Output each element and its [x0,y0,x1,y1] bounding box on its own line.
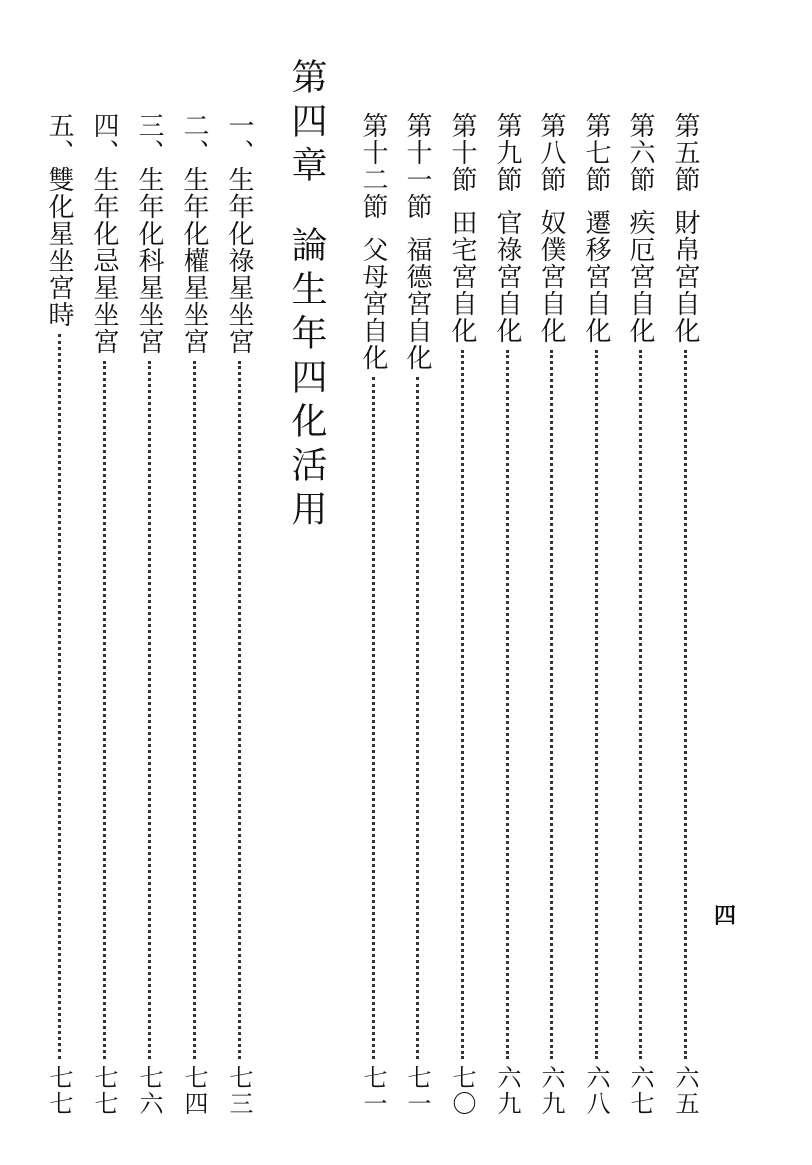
page-ref: 六八 [582,1065,610,1117]
section-title: 田宅宮自化 [447,209,477,344]
entry-label [449,112,475,344]
toc-entry-section-11[interactable] [397,112,437,1117]
dot-leader [372,377,375,1059]
section-label: 第十一節 [402,112,432,220]
toc-entry-item-5[interactable] [39,112,79,1117]
section-title: 疾厄宮自化 [625,209,655,344]
entry-label [404,112,430,371]
dot-leader [148,361,151,1059]
page-ref: 七七 [90,1065,118,1117]
page-ref: 七四 [180,1065,208,1117]
toc-entry-section-7[interactable] [576,112,616,1117]
section-title: 財帛宮自化 [670,209,700,344]
page-ref: 七一 [403,1065,431,1117]
toc-entry-section-10[interactable] [442,112,482,1117]
section-title: 奴僕宮自化 [536,209,566,344]
page-ref: 六九 [493,1065,521,1117]
entry-label [672,112,698,344]
toc-entry-section-9[interactable] [487,112,527,1117]
dot-leader [238,361,241,1059]
dot-leader [416,377,419,1059]
toc-entry-item-2[interactable] [174,112,214,1117]
toc-entry-item-1[interactable] [219,112,259,1117]
toc-entry-section-5[interactable] [665,112,705,1117]
entry-label: 一、生年化祿星坐宮 [224,112,254,355]
dot-leader [684,350,687,1059]
section-label: 第五節 [670,112,700,193]
page-ref: 七〇 [448,1065,476,1117]
entry-label [538,112,564,344]
entry-label [583,112,609,344]
chapter-label: 第四章 [286,58,327,190]
chapter-title: 論生年四化活用 [286,226,327,534]
dot-leader [595,350,598,1059]
toc-entry-section-8[interactable] [531,112,571,1117]
section-label: 第六節 [625,112,655,193]
dot-leader [58,334,61,1059]
toc-entry-section-12[interactable] [353,112,393,1117]
entry-label: 五、雙化星坐宮時 [44,112,74,328]
entry-label: 四、生年化忌星坐宮 [89,112,119,355]
section-title: 官祿宮自化 [492,209,522,344]
entry-label [360,112,386,371]
page-ref: 六九 [537,1065,565,1117]
section-title: 遷移宮自化 [581,209,611,344]
section-label: 第九節 [492,112,522,193]
dot-leader [550,350,553,1059]
page-ref: 七一 [359,1065,387,1117]
page-ref: 七七 [45,1065,73,1117]
dot-leader [193,361,196,1059]
section-title: 福德宮自化 [402,236,432,371]
section-label: 第七節 [581,112,611,193]
dot-leader [103,361,106,1059]
toc-entry-item-3[interactable] [129,112,169,1117]
section-title: 父母宮自化 [358,236,388,371]
dot-leader [461,350,464,1059]
section-label: 第八節 [536,112,566,193]
toc-entry-section-6[interactable] [620,112,660,1117]
dot-leader [506,350,509,1059]
page-ref: 六七 [626,1065,654,1117]
page-ref: 七三 [225,1065,253,1117]
dot-leader [639,350,642,1059]
page-ref: 七六 [135,1065,163,1117]
chapter-heading[interactable] [276,58,327,534]
entry-label: 三、生年化科星坐宮 [134,112,164,355]
entry-label [627,112,653,344]
page-ref: 六五 [671,1065,699,1117]
section-label: 第十節 [447,112,477,193]
section-label: 第十二節 [358,112,388,220]
page-number: 四 [713,903,736,929]
entry-label: 二、生年化權星坐宮 [179,112,209,355]
entry-label [494,112,520,344]
toc-entry-item-4[interactable] [84,112,124,1117]
